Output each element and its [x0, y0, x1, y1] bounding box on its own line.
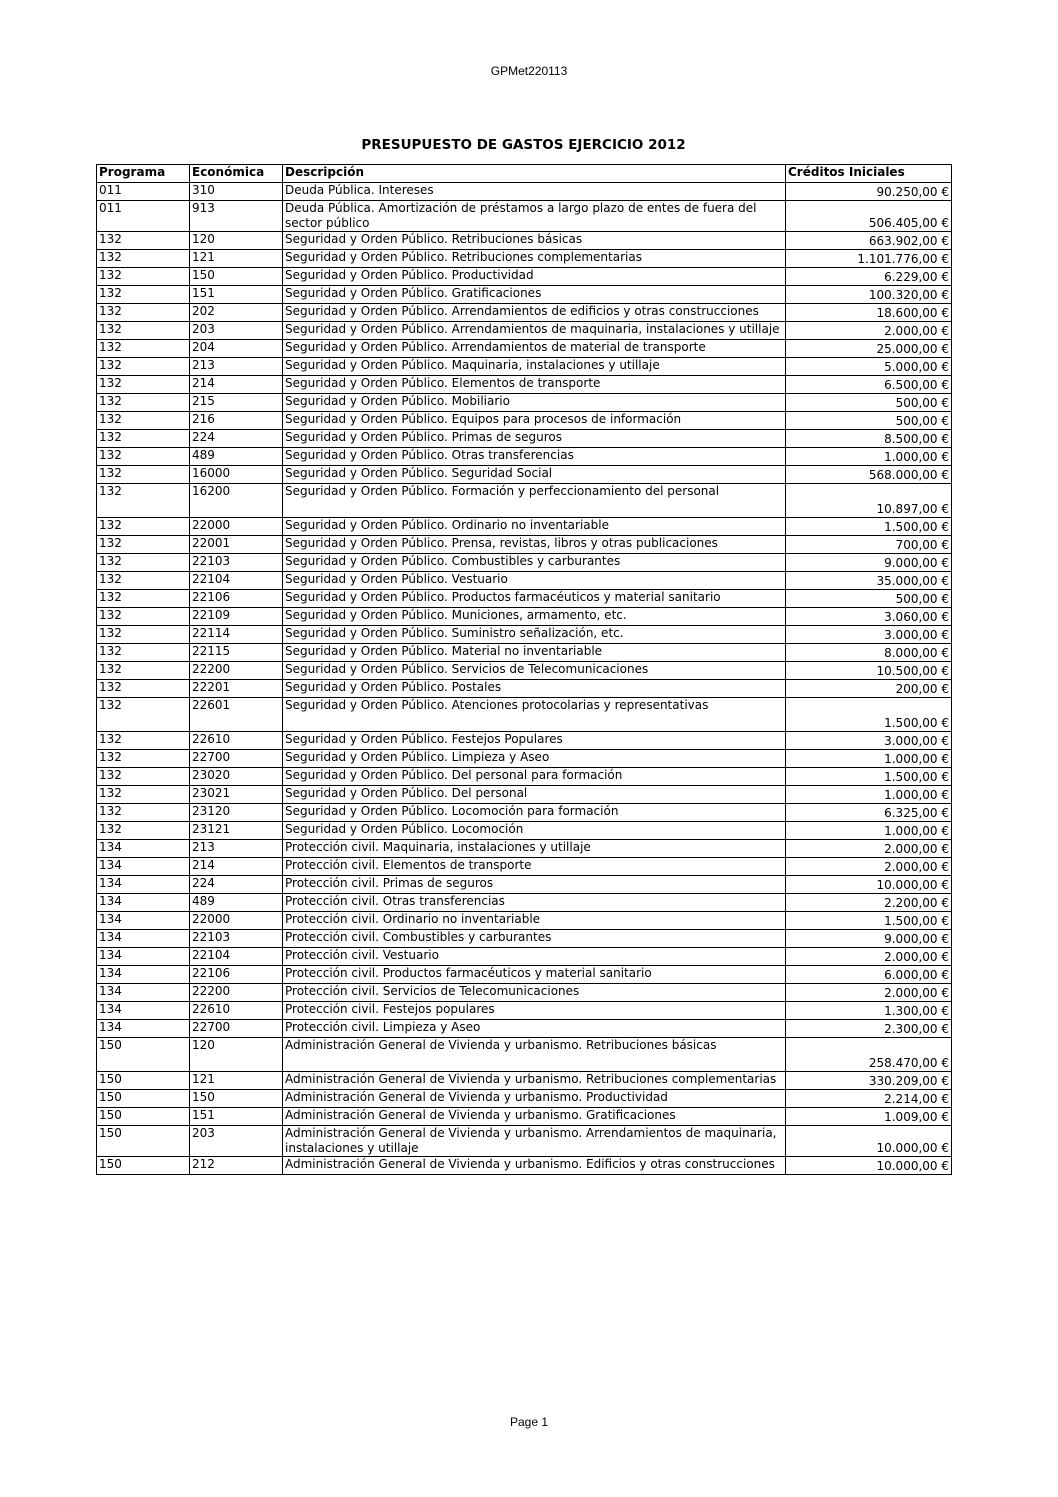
cell-creditos: 1.101.776,00 € [786, 250, 952, 268]
cell-creditos: 100.320,00 € [786, 286, 952, 304]
cell-descripcion: Deuda Pública. Intereses [283, 183, 786, 201]
cell-economica: 213 [190, 358, 283, 376]
cell-creditos: 10.000,00 € [786, 1126, 952, 1157]
table-row [97, 644, 952, 662]
column-header-economica: Económica [190, 165, 283, 183]
cell-creditos: 2.000,00 € [786, 984, 952, 1002]
cell-economica: 214 [190, 376, 283, 394]
cell-programa: 150 [97, 1038, 190, 1072]
cell-economica: 120 [190, 1038, 283, 1072]
budget-table [96, 164, 952, 1175]
cell-programa: 132 [97, 232, 190, 250]
table-row [97, 750, 952, 768]
table-row [97, 268, 952, 286]
cell-descripcion: Seguridad y Orden Público. Combustibles y carburantes [283, 554, 786, 572]
cell-creditos: 506.405,00 € [786, 201, 952, 232]
table-row [97, 626, 952, 644]
cell-descripcion: Protección civil. Otras transferencias [283, 894, 786, 912]
cell-descripcion: Seguridad y Orden Público. Vestuario [283, 572, 786, 590]
cell-programa: 134 [97, 840, 190, 858]
cell-economica: 151 [190, 286, 283, 304]
cell-programa: 132 [97, 732, 190, 750]
cell-descripcion: Administración General de Vivienda y urbanismo. Retribuciones complementarias [283, 1072, 786, 1090]
cell-economica: 23020 [190, 768, 283, 786]
cell-descripcion: Seguridad y Orden Público. Limpieza y Aseo [283, 750, 786, 768]
cell-programa: 150 [97, 1157, 190, 1175]
cell-economica: 22106 [190, 590, 283, 608]
cell-economica: 22610 [190, 1002, 283, 1020]
cell-programa: 132 [97, 626, 190, 644]
cell-programa: 132 [97, 590, 190, 608]
cell-programa: 132 [97, 608, 190, 626]
cell-programa: 132 [97, 768, 190, 786]
table-row [97, 608, 952, 626]
cell-descripcion: Seguridad y Orden Público. Gratificaciones [283, 286, 786, 304]
cell-descripcion: Protección civil. Servicios de Telecomunicaciones [283, 984, 786, 1002]
table-row [97, 250, 952, 268]
cell-descripcion: Seguridad y Orden Público. Retribuciones básicas [283, 232, 786, 250]
table-row [97, 966, 952, 984]
cell-programa: 132 [97, 572, 190, 590]
table-row [97, 822, 952, 840]
cell-programa: 132 [97, 554, 190, 572]
cell-descripcion: Seguridad y Orden Público. Suministro señalización, etc. [283, 626, 786, 644]
cell-creditos: 663.902,00 € [786, 232, 952, 250]
cell-descripcion: Seguridad y Orden Público. Servicios de Telecomunicaciones [283, 662, 786, 680]
cell-economica: 151 [190, 1108, 283, 1126]
cell-creditos: 25.000,00 € [786, 340, 952, 358]
cell-programa: 132 [97, 268, 190, 286]
table-row [97, 948, 952, 966]
cell-descripcion: Seguridad y Orden Público. Formación y perfeccionamiento del personal [283, 484, 786, 518]
cell-economica: 22001 [190, 536, 283, 554]
cell-programa: 132 [97, 412, 190, 430]
table-row [97, 1126, 952, 1157]
cell-creditos: 2.000,00 € [786, 858, 952, 876]
cell-economica: 22103 [190, 930, 283, 948]
cell-economica: 489 [190, 894, 283, 912]
cell-programa: 134 [97, 966, 190, 984]
cell-economica: 121 [190, 250, 283, 268]
cell-programa: 132 [97, 430, 190, 448]
table-row [97, 912, 952, 930]
table-row [97, 1108, 952, 1126]
page-header: GPMet220113 [490, 64, 568, 78]
cell-creditos: 6.500,00 € [786, 376, 952, 394]
table-row [97, 1038, 952, 1072]
cell-programa: 132 [97, 394, 190, 412]
table-row [97, 394, 952, 412]
cell-creditos: 8.500,00 € [786, 430, 952, 448]
table-row [97, 286, 952, 304]
cell-economica: 22109 [190, 608, 283, 626]
table-row [97, 732, 952, 750]
cell-creditos: 10.000,00 € [786, 1157, 952, 1175]
cell-descripcion: Seguridad y Orden Público. Festejos Populares [283, 732, 786, 750]
table-row [97, 1020, 952, 1038]
cell-creditos: 8.000,00 € [786, 644, 952, 662]
table-row [97, 340, 952, 358]
cell-descripcion: Protección civil. Festejos populares [283, 1002, 786, 1020]
cell-economica: 204 [190, 340, 283, 358]
cell-creditos: 1.300,00 € [786, 1002, 952, 1020]
cell-programa: 134 [97, 984, 190, 1002]
cell-creditos: 10.000,00 € [786, 876, 952, 894]
cell-programa: 132 [97, 376, 190, 394]
cell-programa: 132 [97, 322, 190, 340]
cell-programa: 134 [97, 894, 190, 912]
cell-descripcion: Seguridad y Orden Público. Arrendamientos de maquinaria, instalaciones y utillaje [283, 322, 786, 340]
cell-descripcion: Seguridad y Orden Público. Productos farmacéuticos y material sanitario [283, 590, 786, 608]
cell-descripcion: Seguridad y Orden Público. Prensa, revistas, libros y otras publicaciones [283, 536, 786, 554]
cell-creditos: 200,00 € [786, 680, 952, 698]
table-row [97, 768, 952, 786]
cell-creditos: 1.000,00 € [786, 822, 952, 840]
table-row [97, 304, 952, 322]
cell-creditos: 700,00 € [786, 536, 952, 554]
cell-creditos: 500,00 € [786, 394, 952, 412]
column-header-programa: Programa [97, 165, 190, 183]
cell-descripcion: Protección civil. Primas de seguros [283, 876, 786, 894]
cell-descripcion: Protección civil. Elementos de transporte [283, 858, 786, 876]
cell-creditos: 1.500,00 € [786, 698, 952, 732]
cell-creditos: 10.500,00 € [786, 662, 952, 680]
table-row [97, 662, 952, 680]
table-row [97, 430, 952, 448]
table-row [97, 201, 952, 232]
column-header-creditos: Créditos Iniciales [786, 165, 952, 183]
cell-economica: 216 [190, 412, 283, 430]
cell-descripcion: Administración General de Vivienda y urbanismo. Arrendamientos de maquinaria, instalaciones y utillaje [283, 1126, 786, 1157]
cell-descripcion: Seguridad y Orden Público. Productividad [283, 268, 786, 286]
cell-descripcion: Seguridad y Orden Público. Otras transferencias [283, 448, 786, 466]
cell-creditos: 6.229,00 € [786, 268, 952, 286]
table-row [97, 1002, 952, 1020]
cell-programa: 132 [97, 466, 190, 484]
cell-programa: 134 [97, 1002, 190, 1020]
cell-economica: 23121 [190, 822, 283, 840]
cell-descripcion: Protección civil. Ordinario no inventariable [283, 912, 786, 930]
cell-economica: 213 [190, 840, 283, 858]
cell-economica: 16200 [190, 484, 283, 518]
cell-programa: 132 [97, 662, 190, 680]
cell-programa: 132 [97, 358, 190, 376]
page-footer: Page 1 [509, 1415, 549, 1429]
cell-descripcion: Deuda Pública. Amortización de préstamos a largo plazo de entes de fuera del sector público [283, 201, 786, 232]
table-row [97, 376, 952, 394]
cell-creditos: 1.500,00 € [786, 768, 952, 786]
cell-economica: 121 [190, 1072, 283, 1090]
table-row [97, 876, 952, 894]
cell-creditos: 6.000,00 € [786, 966, 952, 984]
cell-descripcion: Administración General de Vivienda y urbanismo. Edificios y otras construcciones [283, 1157, 786, 1175]
cell-programa: 150 [97, 1126, 190, 1157]
cell-economica: 22104 [190, 948, 283, 966]
cell-descripcion: Protección civil. Combustibles y carburantes [283, 930, 786, 948]
cell-descripcion: Administración General de Vivienda y urbanismo. Gratificaciones [283, 1108, 786, 1126]
cell-descripcion: Seguridad y Orden Público. Maquinaria, instalaciones y utillaje [283, 358, 786, 376]
cell-descripcion: Seguridad y Orden Público. Primas de seguros [283, 430, 786, 448]
cell-creditos: 330.209,00 € [786, 1072, 952, 1090]
cell-programa: 134 [97, 948, 190, 966]
cell-economica: 212 [190, 1157, 283, 1175]
cell-descripcion: Seguridad y Orden Público. Arrendamientos de material de transporte [283, 340, 786, 358]
table-row [97, 840, 952, 858]
cell-creditos: 2.000,00 € [786, 322, 952, 340]
cell-descripcion: Administración General de Vivienda y urbanismo. Retribuciones básicas [283, 1038, 786, 1072]
cell-programa: 132 [97, 250, 190, 268]
cell-creditos: 2.200,00 € [786, 894, 952, 912]
table-row [97, 183, 952, 201]
cell-programa: 134 [97, 1020, 190, 1038]
cell-economica: 16000 [190, 466, 283, 484]
cell-economica: 913 [190, 201, 283, 232]
cell-programa: 134 [97, 858, 190, 876]
cell-descripcion: Seguridad y Orden Público. Locomoción para formación [283, 804, 786, 822]
cell-economica: 22201 [190, 680, 283, 698]
cell-programa: 150 [97, 1090, 190, 1108]
cell-programa: 011 [97, 201, 190, 232]
cell-creditos: 90.250,00 € [786, 183, 952, 201]
table-row [97, 590, 952, 608]
cell-creditos: 3.000,00 € [786, 732, 952, 750]
cell-descripcion: Seguridad y Orden Público. Postales [283, 680, 786, 698]
cell-economica: 150 [190, 268, 283, 286]
table-row [97, 858, 952, 876]
table-row [97, 484, 952, 518]
cell-programa: 132 [97, 644, 190, 662]
cell-descripcion: Seguridad y Orden Público. Del personal para formación [283, 768, 786, 786]
table-row [97, 1157, 952, 1175]
cell-creditos: 1.500,00 € [786, 518, 952, 536]
cell-programa: 132 [97, 804, 190, 822]
cell-creditos: 5.000,00 € [786, 358, 952, 376]
cell-descripcion: Seguridad y Orden Público. Elementos de transporte [283, 376, 786, 394]
cell-programa: 132 [97, 484, 190, 518]
cell-economica: 23120 [190, 804, 283, 822]
cell-creditos: 1.500,00 € [786, 912, 952, 930]
cell-economica: 22000 [190, 518, 283, 536]
cell-programa: 134 [97, 912, 190, 930]
cell-economica: 22700 [190, 750, 283, 768]
cell-creditos: 2.000,00 € [786, 840, 952, 858]
table-row [97, 518, 952, 536]
cell-economica: 23021 [190, 786, 283, 804]
cell-programa: 132 [97, 518, 190, 536]
cell-economica: 215 [190, 394, 283, 412]
cell-economica: 224 [190, 430, 283, 448]
cell-economica: 22106 [190, 966, 283, 984]
cell-creditos: 35.000,00 € [786, 572, 952, 590]
cell-descripcion: Seguridad y Orden Público. Locomoción [283, 822, 786, 840]
cell-programa: 132 [97, 304, 190, 322]
cell-creditos: 10.897,00 € [786, 484, 952, 518]
cell-programa: 132 [97, 536, 190, 554]
cell-creditos: 9.000,00 € [786, 930, 952, 948]
cell-programa: 132 [97, 286, 190, 304]
cell-programa: 132 [97, 822, 190, 840]
cell-economica: 203 [190, 1126, 283, 1157]
table-row [97, 536, 952, 554]
table-row [97, 984, 952, 1002]
cell-descripcion: Protección civil. Limpieza y Aseo [283, 1020, 786, 1038]
table-row [97, 358, 952, 376]
table-row [97, 786, 952, 804]
cell-economica: 22200 [190, 662, 283, 680]
document-title: PRESUPUESTO DE GASTOS EJERCICIO 2012 [361, 137, 686, 153]
cell-creditos: 2.214,00 € [786, 1090, 952, 1108]
cell-economica: 214 [190, 858, 283, 876]
cell-creditos: 3.000,00 € [786, 626, 952, 644]
cell-descripcion: Seguridad y Orden Público. Seguridad Social [283, 466, 786, 484]
cell-programa: 134 [97, 876, 190, 894]
cell-economica: 22200 [190, 984, 283, 1002]
cell-economica: 22103 [190, 554, 283, 572]
cell-descripcion: Seguridad y Orden Público. Equipos para procesos de información [283, 412, 786, 430]
cell-programa: 132 [97, 448, 190, 466]
cell-descripcion: Seguridad y Orden Público. Del personal [283, 786, 786, 804]
cell-creditos: 3.060,00 € [786, 608, 952, 626]
cell-descripcion: Seguridad y Orden Público. Municiones, armamento, etc. [283, 608, 786, 626]
table-row [97, 412, 952, 430]
cell-descripcion: Seguridad y Orden Público. Retribuciones complementarias [283, 250, 786, 268]
cell-creditos: 1.009,00 € [786, 1108, 952, 1126]
cell-economica: 22115 [190, 644, 283, 662]
cell-descripcion: Seguridad y Orden Público. Atenciones protocolarias y representativas [283, 698, 786, 732]
cell-programa: 150 [97, 1072, 190, 1090]
cell-descripcion: Protección civil. Maquinaria, instalaciones y utillaje [283, 840, 786, 858]
table-row [97, 894, 952, 912]
cell-creditos: 1.000,00 € [786, 448, 952, 466]
cell-creditos: 258.470,00 € [786, 1038, 952, 1072]
cell-creditos: 568.000,00 € [786, 466, 952, 484]
cell-descripcion: Seguridad y Orden Público. Material no inventariable [283, 644, 786, 662]
table-row [97, 1072, 952, 1090]
table-header-row [97, 165, 952, 183]
cell-economica: 120 [190, 232, 283, 250]
cell-creditos: 18.600,00 € [786, 304, 952, 322]
cell-programa: 132 [97, 698, 190, 732]
cell-economica: 22610 [190, 732, 283, 750]
table-row [97, 680, 952, 698]
table-row [97, 698, 952, 732]
cell-economica: 224 [190, 876, 283, 894]
cell-economica: 202 [190, 304, 283, 322]
cell-programa: 134 [97, 930, 190, 948]
table-row [97, 466, 952, 484]
cell-creditos: 9.000,00 € [786, 554, 952, 572]
cell-creditos: 6.325,00 € [786, 804, 952, 822]
cell-programa: 150 [97, 1108, 190, 1126]
cell-economica: 22114 [190, 626, 283, 644]
table-row [97, 322, 952, 340]
table-body [97, 183, 952, 1175]
cell-programa: 132 [97, 340, 190, 358]
column-header-descripcion: Descripción [283, 165, 786, 183]
cell-economica: 22000 [190, 912, 283, 930]
cell-economica: 310 [190, 183, 283, 201]
cell-economica: 22104 [190, 572, 283, 590]
cell-descripcion: Administración General de Vivienda y urbanismo. Productividad [283, 1090, 786, 1108]
cell-creditos: 500,00 € [786, 590, 952, 608]
cell-economica: 203 [190, 322, 283, 340]
cell-creditos: 2.300,00 € [786, 1020, 952, 1038]
table-row [97, 448, 952, 466]
cell-descripcion: Seguridad y Orden Público. Arrendamientos de edificios y otras construcciones [283, 304, 786, 322]
table-row [97, 572, 952, 590]
cell-programa: 011 [97, 183, 190, 201]
cell-descripcion: Seguridad y Orden Público. Ordinario no inventariable [283, 518, 786, 536]
table-row [97, 554, 952, 572]
table-row [97, 804, 952, 822]
cell-economica: 150 [190, 1090, 283, 1108]
table-row [97, 232, 952, 250]
cell-creditos: 500,00 € [786, 412, 952, 430]
cell-descripcion: Protección civil. Productos farmacéuticos y material sanitario [283, 966, 786, 984]
cell-economica: 489 [190, 448, 283, 466]
cell-programa: 132 [97, 786, 190, 804]
cell-descripcion: Seguridad y Orden Público. Mobiliario [283, 394, 786, 412]
cell-creditos: 2.000,00 € [786, 948, 952, 966]
table-row [97, 1090, 952, 1108]
cell-descripcion: Protección civil. Vestuario [283, 948, 786, 966]
cell-programa: 132 [97, 750, 190, 768]
table-row [97, 930, 952, 948]
cell-economica: 22601 [190, 698, 283, 732]
cell-economica: 22700 [190, 1020, 283, 1038]
cell-creditos: 1.000,00 € [786, 750, 952, 768]
cell-creditos: 1.000,00 € [786, 786, 952, 804]
cell-programa: 132 [97, 680, 190, 698]
